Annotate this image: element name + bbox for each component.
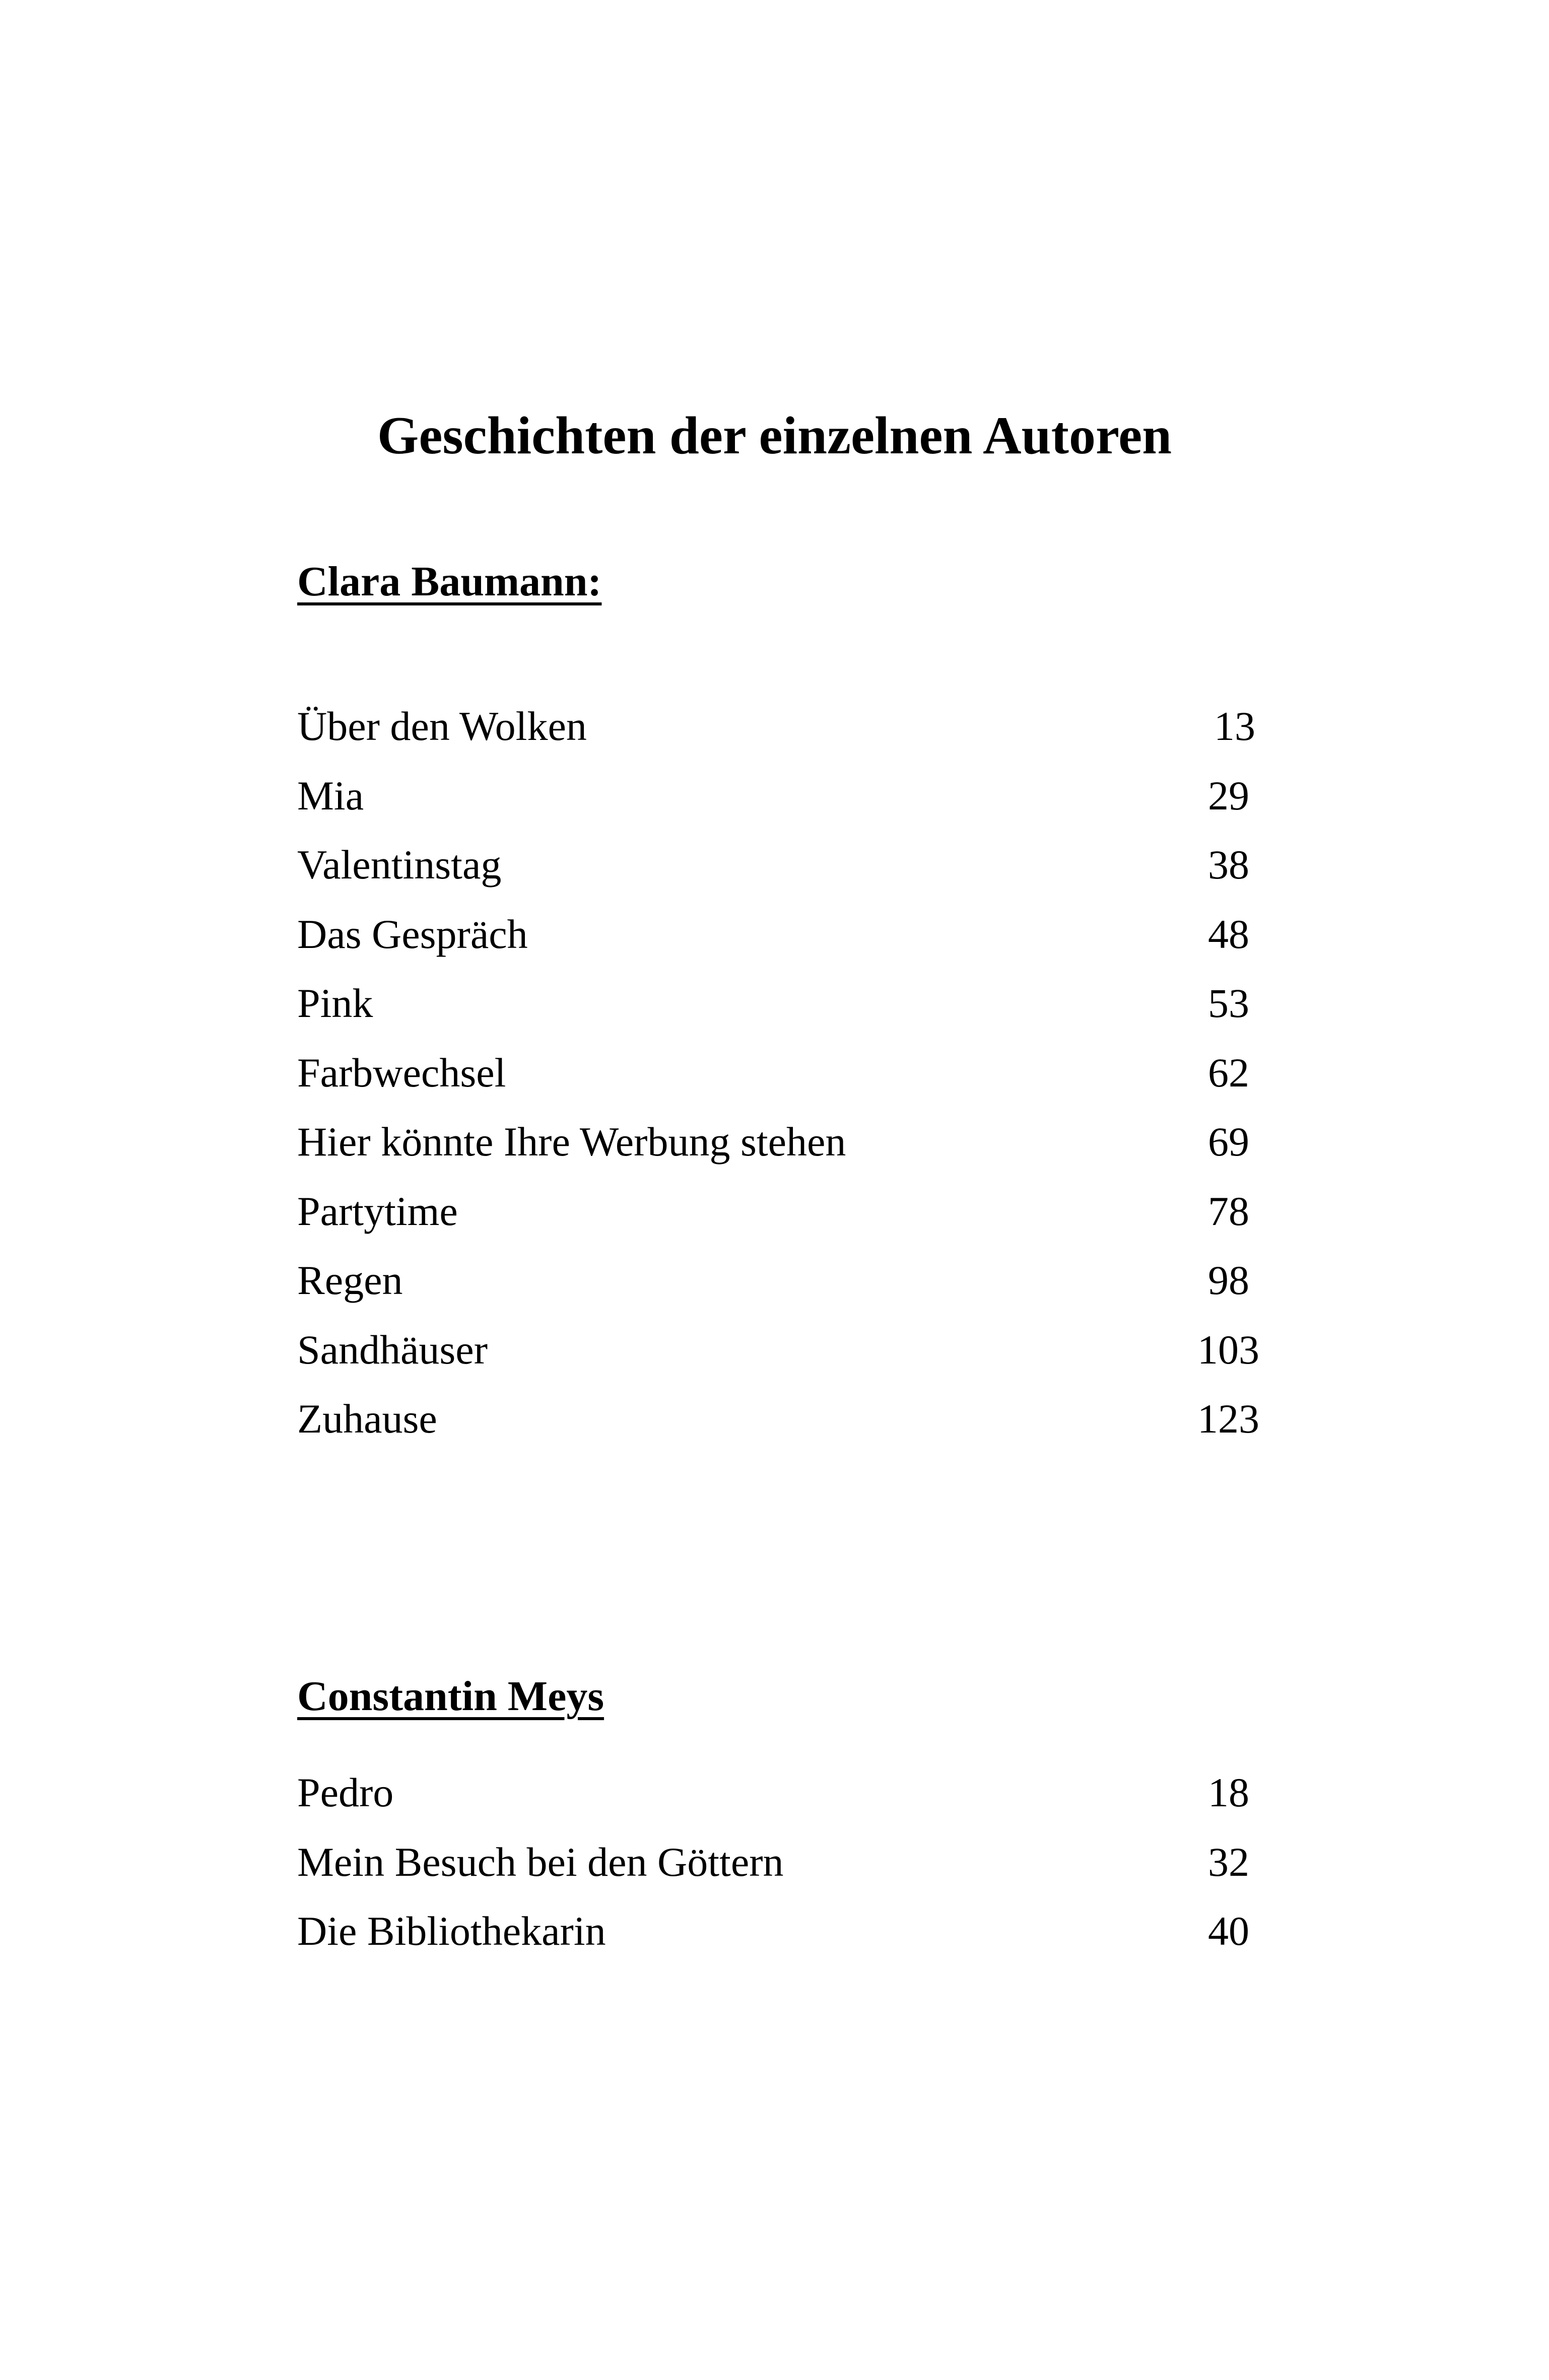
toc-entry [297,1048,1249,1117]
toc-entry [297,1117,1249,1186]
toc-entry-title: Partytime [297,1188,458,1234]
toc-entry-page: 78 [1208,1188,1249,1234]
toc-entry [297,909,1249,979]
toc-entry [297,1767,1249,1837]
toc-entry-page: 123 [1197,1396,1259,1442]
toc-entry-page: 18 [1208,1770,1249,1815]
toc-list-clara-baumann [297,701,1259,1463]
toc-entry-title: Mein Besuch bei den Göttern [297,1839,784,1885]
toc-list-constantin-meys [297,1767,1249,1976]
toc-entry [297,1186,1249,1256]
toc-entry-page: 98 [1208,1257,1249,1303]
toc-entry-title: Valentinstag [297,842,502,888]
toc-entry [297,771,1249,840]
toc-entry-title: Das Gespräch [297,911,528,957]
toc-entry-page: 62 [1208,1049,1249,1096]
toc-entry [297,1255,1249,1325]
author-heading-clara-baumann: Clara Baumann: [297,558,602,605]
toc-entry-title: Regen [297,1257,403,1303]
author-heading-constantin-meys: Constantin Meys [297,1673,604,1720]
toc-entry-title: Die Bibliothekarin [297,1908,606,1954]
toc-entry-page: 53 [1208,980,1249,1026]
toc-entry-page: 38 [1208,842,1249,888]
toc-entry-page: 32 [1208,1839,1249,1885]
toc-entry-title: Farbwechsel [297,1049,506,1096]
toc-entry-page: 40 [1208,1908,1249,1954]
toc-entry [297,1325,1259,1394]
toc-entry-title: Pedro [297,1770,394,1815]
toc-entry [297,1906,1249,1976]
toc-entry-page: 48 [1208,911,1249,957]
toc-entry [297,701,1255,771]
toc-entry-page: 13 [1214,703,1255,749]
toc-entry [297,978,1249,1048]
toc-entry-title: Zuhause [297,1396,437,1442]
toc-entry-title: Pink [297,980,373,1026]
toc-entry-page: 103 [1197,1326,1259,1373]
toc-entry-title: Sandhäuser [297,1326,488,1373]
toc-entry [297,1394,1259,1463]
toc-entry-page: 29 [1208,772,1249,819]
page-title: Geschichten der einzelnen Autoren [377,406,1172,465]
toc-entry-title: Mia [297,772,364,819]
toc-entry-page: 69 [1208,1119,1249,1165]
toc-entry [297,840,1249,909]
toc-entry [297,1837,1249,1907]
toc-entry-title: Über den Wolken [297,703,587,749]
toc-entry-title: Hier könnte Ihre Werbung stehen [297,1119,846,1165]
